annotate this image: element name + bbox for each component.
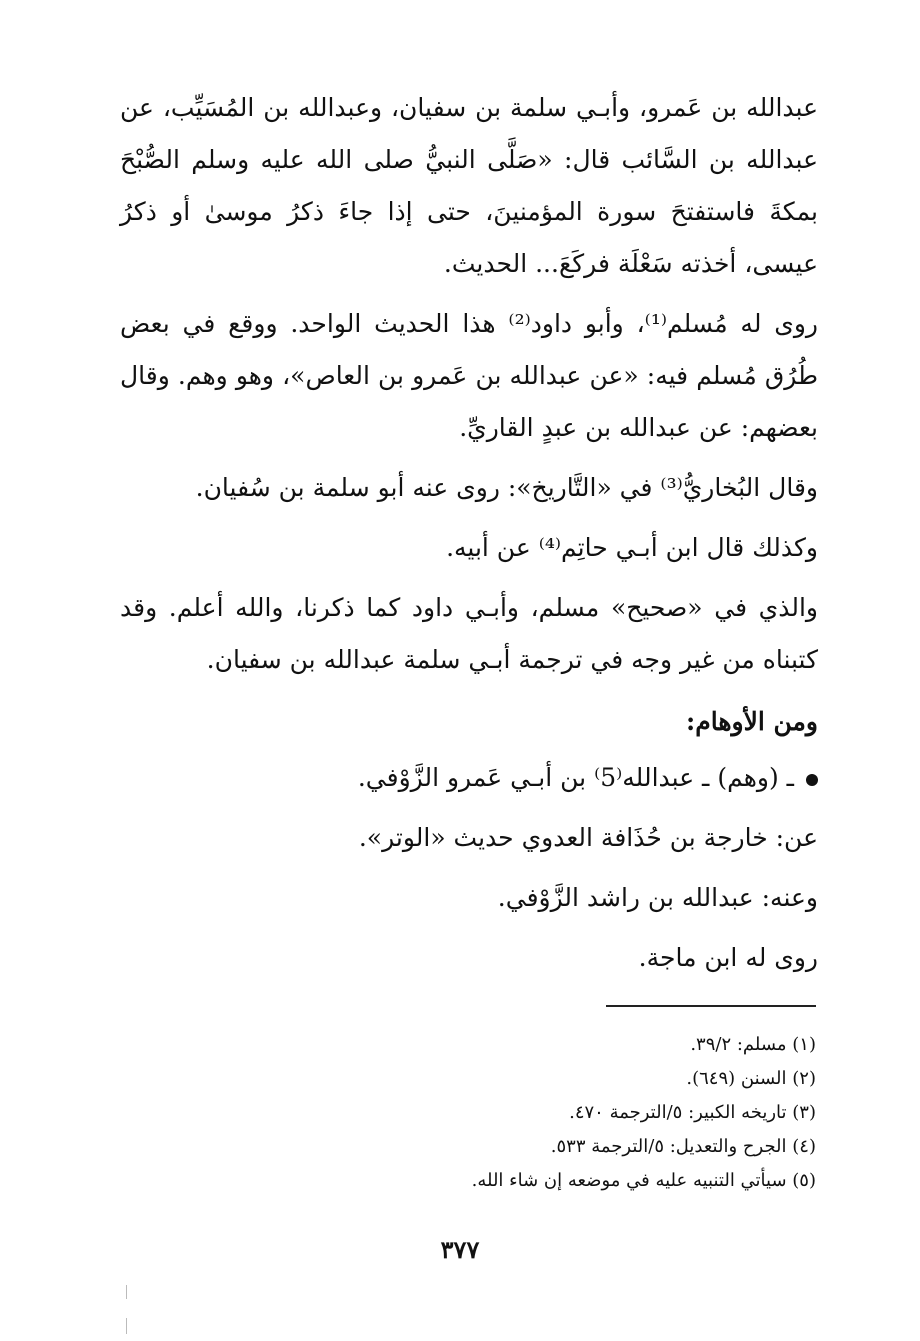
scan-edge-mark: [126, 1318, 127, 1334]
bullet-icon: [806, 774, 818, 786]
paragraph-1: عبدالله بن عَمرو، وأبـي سلمة بن سفيان، وعبدالله بن المُسَيِّب، عن عبدالله بن السَّائب قال: «صَلَّى النبيُّ صلى الله عليه وسلم الصُّبْحَ بمكةَ فاستفتحَ سورة المؤمنينَ، حتى إذا جاءَ ذكرُ موسىٰ أو ذكرُ عيسى، أخذته سَعْلَة فركَعَ... الحديث.: [120, 93, 818, 278]
footnote-1: (١) مسلم: ٣٩/٢.: [690, 1034, 816, 1055]
footnotes: [336, 1028, 816, 1198]
wahm-section: [120, 696, 818, 988]
scan-edge-mark: [126, 1285, 127, 1299]
wahm-entry-to: وعنه: عبدالله بن راشد الزَّوْفي.: [497, 883, 818, 912]
footnote-3: (٣) تاريخه الكبير: ٥/الترجمة ٤٧٠.: [569, 1102, 816, 1123]
wahm-entry-title: [120, 748, 818, 808]
footnote-2: (٢) السنن (٦٤٩).: [686, 1068, 816, 1089]
wahm-entry-rawi: روى له ابن ماجة.: [638, 943, 818, 972]
paragraph-2: روى له مُسلم⁽¹⁾، وأبو داود⁽²⁾ هذا الحديث الواحد. ووقع في بعض طُرُق مُسلم فيه: «عن عبدالله بن عَمرو بن العاص»، وهو وهم. وقال بعضهم: عن عبدالله بن عبدٍ القاريِّ.: [120, 309, 819, 442]
paragraph-5: والذي في «صحيح» مسلم، وأبـي داود كما ذكرنا، والله أعلم. وقد كتبناه من غير وجه في ترجمة أبـي سلمة عبدالله بن سفيان.: [120, 593, 818, 674]
wahm-entry-from: عن: خارجة بن حُذَافة العدوي حديث «الوتر».: [358, 823, 818, 852]
wahm-heading: ومن الأوهام:: [686, 707, 818, 736]
main-text: [120, 82, 818, 988]
wahm-entry-title-text: ـ (وهم) ـ عبدالله⁽5⁾ بن أبـي عَمرو الزَّوْفي.: [357, 763, 794, 792]
footnote-5: (٥) سيأتي التنبيه عليه في موضعه إن شاء الله.: [471, 1170, 816, 1191]
footnote-4: (٤) الجرح والتعديل: ٥/الترجمة ٥٣٣.: [550, 1136, 816, 1157]
page-number: ٣٧٧: [440, 1235, 480, 1264]
footnote-divider: [606, 1005, 816, 1007]
paragraph-3: وقال البُخاريُّ⁽³⁾ في «التَّاريخ»: روى عنه أبو سلمة بن سُفيان.: [195, 473, 818, 502]
paragraph-4: وكذلك قال ابن أبـي حاتِم⁽⁴⁾ عن أبيه.: [446, 533, 818, 562]
